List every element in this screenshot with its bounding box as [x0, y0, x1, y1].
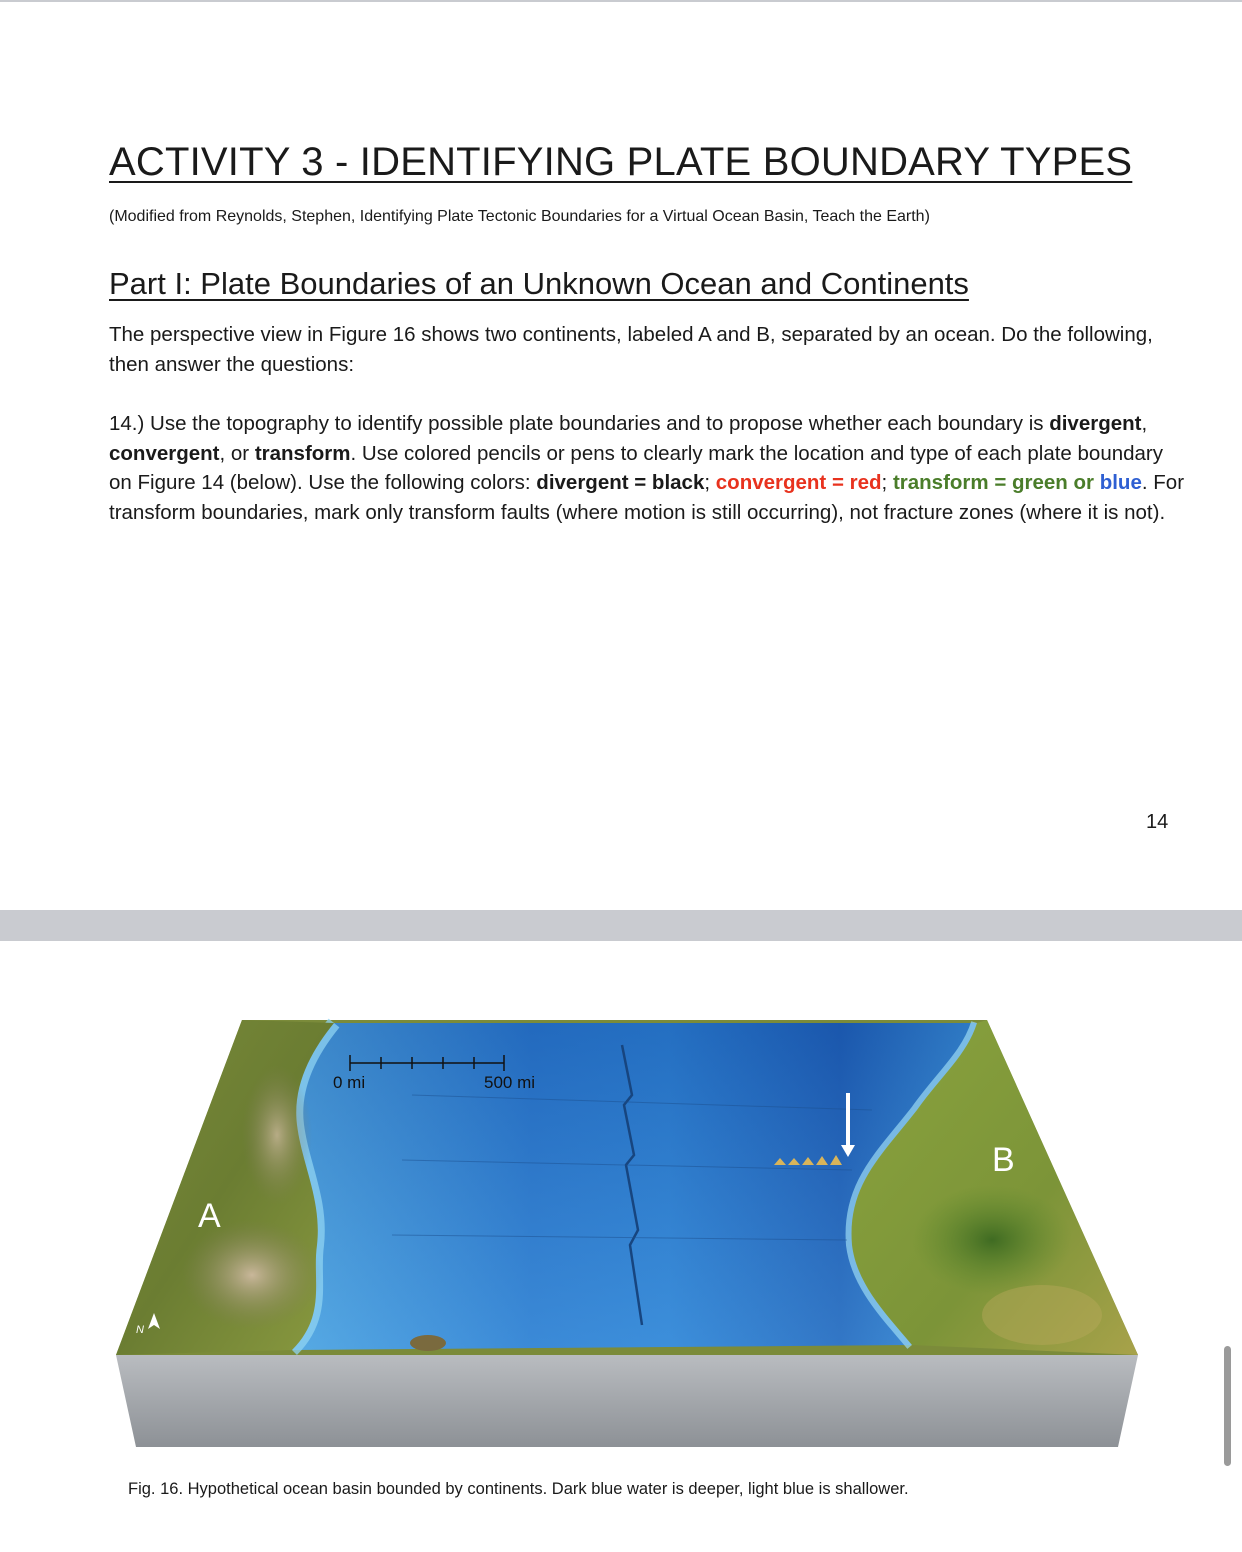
block-side — [116, 1355, 1138, 1447]
scrollbar-thumb[interactable] — [1224, 1346, 1231, 1466]
color-key-divergent: divergent = black — [536, 471, 705, 494]
term-convergent: convergent — [109, 441, 220, 465]
scale-end: 500 mi — [484, 1073, 536, 1092]
island — [410, 1335, 446, 1351]
intro-paragraph: The perspective view in Figure 16 shows two continents, labeled A and B, separated by an ocean. Do the following, then answer the questions: — [109, 323, 1153, 376]
page-number: 14 — [1146, 811, 1169, 833]
figure-caption: Fig. 16. Hypothetical ocean basin bounded by continents. Dark blue water is deeper, light blue is shallower. — [128, 1480, 909, 1498]
color-key-blue: blue — [1099, 471, 1142, 494]
q14-text-2: . Use colored pencils or pens to clearly mark the location and type of each plate boundary on Figure 14 (below). Use the following colors: — [109, 441, 1164, 494]
color-key-convergent: convergent = red — [715, 471, 882, 494]
label-continent-a: A — [198, 1197, 221, 1235]
forest-b — [912, 1185, 1072, 1295]
question-14: 14.) Use the topography to identify possible plate boundaries and to propose whether each boundary is divergent, convergent, or transform. Use colored pencils or pens to clearly mark the location and type of each plate boundary on Figure 14 (below). Use the following colors: divergent = black; convergent = red; transform = green or blue. For transform boundaries, mark only transform faults (where motion is still occurring), not fracture zones (where it is not). — [109, 412, 1185, 524]
ocean-basin-illustration — [112, 1015, 1142, 1455]
term-divergent: divergent — [1049, 412, 1142, 435]
page-title: ACTIVITY 3 - IDENTIFYING PLATE BOUNDARY TYPES — [109, 140, 1133, 184]
scale-start: 0 mi — [333, 1073, 366, 1092]
term-transform: transform — [254, 441, 351, 465]
q14-text-3: . For transform boundaries, mark only transform faults (where motion is still occurring), not fracture zones (where it is not). — [109, 471, 1185, 524]
figure-16 — [112, 1015, 1142, 1455]
north-label: N — [136, 1324, 144, 1336]
page-separator — [0, 910, 1242, 941]
color-key-transform: transform = green or — [892, 471, 1095, 494]
citation: (Modified from Reynolds, Stephen, Identifying Plate Tectonic Boundaries for a Virtual Ocean Basin, Teach the Earth) — [109, 208, 930, 225]
part-heading: Part I: Plate Boundaries of an Unknown Ocean and Continents — [109, 266, 969, 301]
mountains-a — [182, 1220, 322, 1330]
label-continent-b: B — [992, 1141, 1015, 1179]
q14-text-1: 14.) Use the topography to identify possible plate boundaries and to propose whether each boundary is — [109, 412, 1050, 435]
